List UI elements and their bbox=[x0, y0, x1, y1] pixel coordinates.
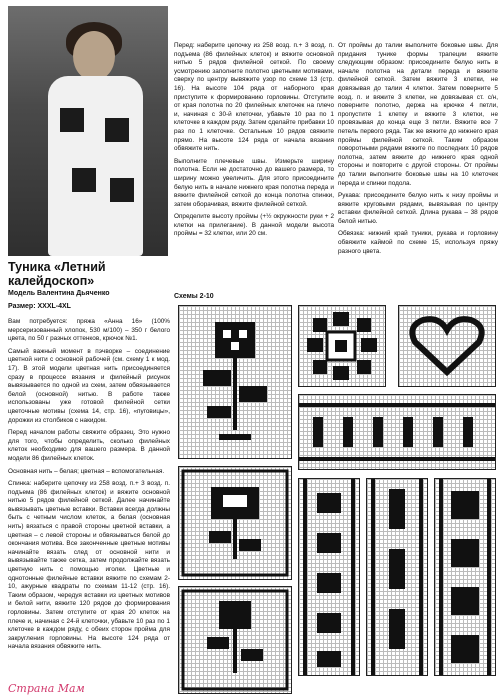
model-photo bbox=[8, 6, 168, 256]
flower-square-chart bbox=[178, 466, 292, 580]
yarn-paragraph: Основная нить – белая; цветная – вспомогательная. bbox=[8, 467, 165, 475]
rose-pattern bbox=[179, 306, 291, 458]
sample-paragraph: Перед началом работы свяжите образец. Это нужно для того, чтобы определить, сколько филейных клеток необходимо для вашего размера. В данной модели 86 филейных клеток. bbox=[8, 429, 170, 462]
motif-square bbox=[108, 176, 136, 204]
left-column bbox=[8, 318, 170, 656]
heart-chart bbox=[398, 305, 496, 387]
vertical-band-pattern-3 bbox=[435, 479, 495, 675]
sleeves-paragraph: Рукава: присоедините белую нить к низу проймы и вяжите круговыми рядами, вывязывая по центру вставки филейной сеткой. Длина рукава – 38 рядов белой нитью. bbox=[338, 192, 498, 225]
motif-square bbox=[103, 116, 131, 144]
vertical-band-chart-1 bbox=[298, 478, 360, 676]
front-paragraph: Перед: наберите цепочку из 258 возд. п.+ 3 возд. п. подъема (86 филейных клеток) и вяжите основной нитью 5 рядов филейной сеткой. По своему усмотрению заполните полотно цветными мотивами, сверху по центру вывяжите узор по схеме 13 (стр. 16). На высоте 104 ряда от наборного края приступите к формированию горловины. Отступите от края полотна по 20 филейных клеточек на плечо и, начиная с 30-й клеточки, убавьте 10 раз по 1 клеточке в каждом ряду. Затем сделайте прибавки 10 раз по 1 клеточке. Остальные 10 рядов свяжите прямо. На высоте 124 ряда от начала вязания обвяжите нить. bbox=[174, 42, 334, 153]
motif-square bbox=[70, 166, 98, 194]
motif-square bbox=[58, 106, 86, 134]
vertical-band-chart-3 bbox=[434, 478, 496, 676]
lily-pattern bbox=[179, 587, 291, 693]
model-author: Модель Валентина Дьяченко bbox=[8, 290, 110, 297]
right-column bbox=[338, 42, 498, 260]
daisy-chart bbox=[298, 305, 386, 387]
stripes-pattern bbox=[299, 395, 495, 469]
heart-pattern bbox=[399, 306, 495, 386]
stripes-chart bbox=[298, 394, 496, 470]
materials-paragraph: Вам потребуется: пряжа «Анна 16» (100% мерсеризованный хлопок, 530 м/100) – 350 г белого цвета, по 50 г разных оттенков, крючок №1. bbox=[8, 318, 170, 343]
size-label: Размер: XXXL-4XL bbox=[8, 303, 71, 310]
vertical-band-chart-2 bbox=[366, 478, 428, 676]
rose-chart bbox=[178, 305, 292, 459]
armhole-paragraph: Определите высоту проймы (+½ окружности руки + 2 клетки на прилегание). В данной модели высота проймы = 32 клетки, или 20 см. bbox=[174, 213, 334, 238]
schemes-label: Схемы 2-10 bbox=[174, 293, 214, 300]
vertical-band-pattern-1 bbox=[299, 479, 359, 675]
middle-column bbox=[174, 42, 334, 243]
edging-paragraph: Обвязка: нижний край туники, рукава и горловину обвяжите каймой по схеме 15, используя пряжу разного цвета. bbox=[338, 230, 498, 255]
daisy-pattern bbox=[299, 306, 385, 386]
back-paragraph: Спинка: наберите цепочку из 258 возд. п.+ 3 возд. п. подъема (86 филейных клеток) и вяжите основной нитью 5 рядов филейной сеткой. Далее начинайте вывязывать цветные вставки. Вставки всегда должны быть с четным числом клеток, а белая (основная нить) вязаться с правой стороны цветной вставки, а цветная – с левой стороны и обвязываться белой до окончания мотива. Все законченные цветные мотивы начинайте вязать след от основной нити и вывязывайте также сетка, затем продолжайте вязать цветную нить с помощью иголки. Цветные и однотонные филейные вставки вяжите по схемам 2-10, ажурные квадраты по схемам 11-12 (стр. 16). Таким образом, чередуя вставки из цветных мотивов и белой нити, вяжите 120 рядов до формирования горловины. Затем отступите от края 20 клеток на плече и, начиная с 24-й клеточки, убавьте 10 раз по 1 клеточке в каждом ряду, с обеих сторон пройма для закругления горловины. На высоте 124 ряда от начала вязания обвяжите нить. bbox=[8, 480, 170, 651]
patchwork-paragraph: Самый важный момент в пэчворке – соединение цветной нити с основной рабочей (см. схему 1 к мод. 17). В этой модели цветная нить присоединяется сразу в процессе вязания и филейный рисунок вывязывается по одной из схем, затем обвязывается белой (основной) нитью. В работе также использованы уже готовой филейной сетки цветочные мотивы (схема 14, стр. 16), «пуговицы», дорожки из столбиков с накидом. bbox=[8, 347, 170, 424]
sideseam-paragraph: От проймы до талии выполните боковые швы. Для придания тунике формы трапеции вяжите следующим образом: присоедините белую нить в начале полотна на детали переда и вяжите филейной сеткой. Затем вяжите 3 клетки, не довязывая до талии 4 клетки. Затем поверните 5 возд. п. и вяжите 3 клетки, не довязывая ст. с/н, поверните полотно, держа на крючке 4 петли, пропустите 1 клетку и вяжите 3 клетки, не провязывая до конца еще 3 петли. Вяжите все 7 петель первого ряда. Так же вяжите до нижнего края проймы филейной сеткой. Таким образом поворотными рядами вяжите по последних 10 рядов полотна, затем вяжите до нижнего края одной стороны и повторите с другой стороны. От проймы до талии выполните боковые швы на 10 клеточек переда и спинки подола. bbox=[338, 42, 498, 187]
article-title: Туника «Летний калейдоскоп» bbox=[8, 260, 106, 288]
head-shape bbox=[73, 31, 115, 81]
vertical-band-pattern-2 bbox=[367, 479, 427, 675]
lily-chart bbox=[178, 586, 292, 694]
site-watermark: Страна Мам bbox=[8, 682, 85, 695]
shoulders-paragraph: Выполните плечевые швы. Измерьте ширину полотна. Если не достаточно до вашего размера, то ширину можно увеличить. Для этого присоедините белую нить в начале нижнего края полотна переда и вяжите филейной сеткой до конца полотна спинки, затем оборачивая, вяжите филейной сеткой. bbox=[174, 157, 334, 208]
flower-square-pattern bbox=[179, 467, 291, 579]
